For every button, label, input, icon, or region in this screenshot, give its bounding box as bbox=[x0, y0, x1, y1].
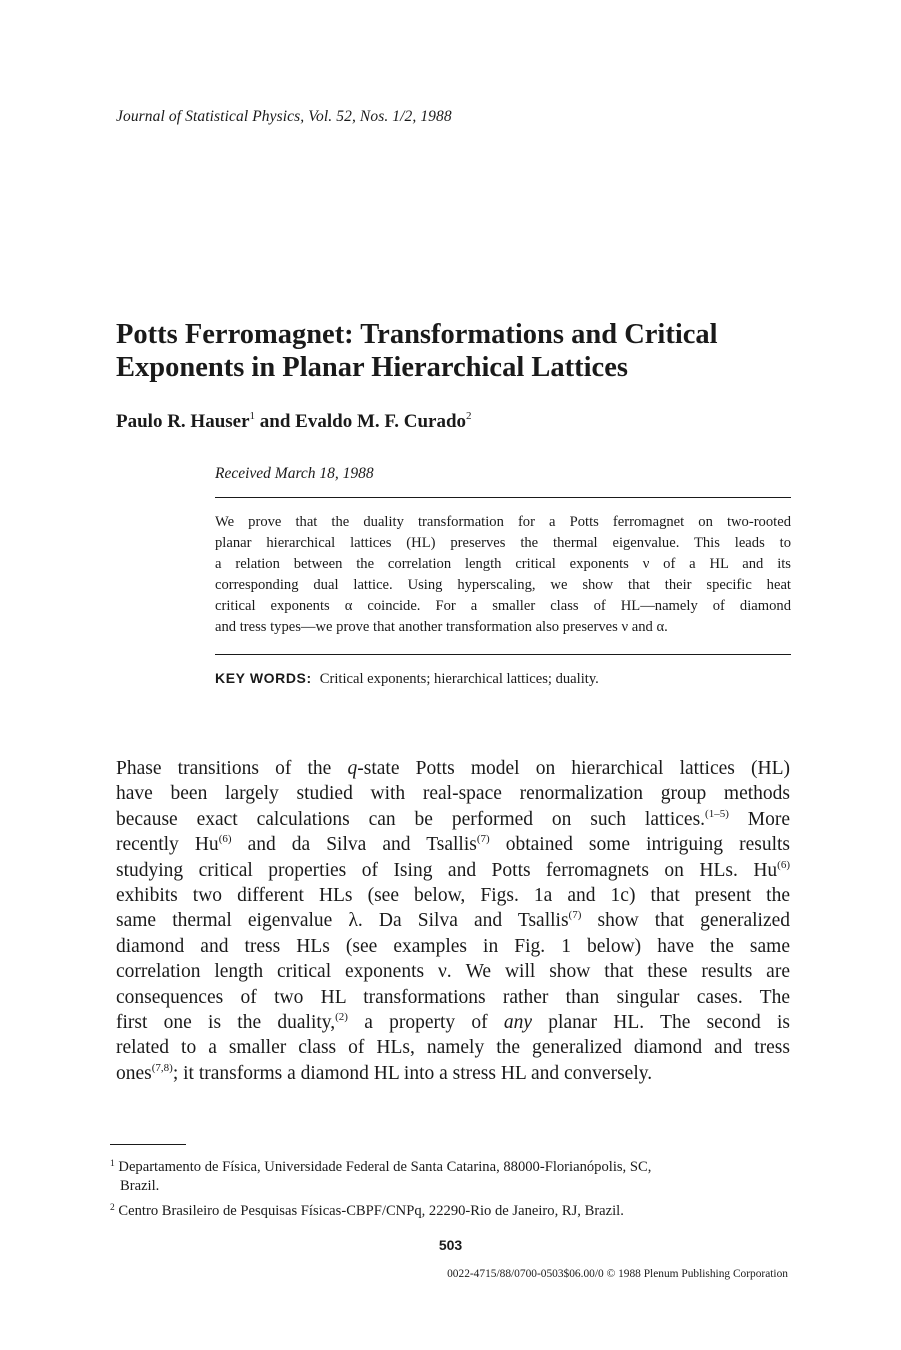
affiliation-mark: 1 bbox=[249, 410, 256, 422]
citation-ref: (7,8) bbox=[151, 1061, 173, 1074]
body-line: ones$^{(7,8)}$; it transforms a diamond HL into a stress HL and conversely. bbox=[116, 1061, 653, 1084]
body-line: diamond and tress HLs (see examples in Fig. 1 below) have the same bbox=[116, 935, 790, 957]
body-line: recently Hu$^{(6)}$ and da Silva and Tsallis$^{(7)}$ obtained some intriguing results bbox=[116, 833, 790, 856]
key-words bbox=[215, 670, 599, 688]
page-number: 503 bbox=[438, 1237, 463, 1253]
footnote-affiliation-1: $^1$ Departamento de Física, Universidade Federal de Santa Catarina, 88000-Florianópolis, SC, Brazil. bbox=[110, 1159, 652, 1194]
body-line: related to a smaller class of HLs, namely the generalized diamond and tress bbox=[116, 1037, 790, 1059]
title-line: Exponents in Planar Hierarchical Lattices bbox=[116, 352, 628, 383]
author-conjunction: and bbox=[255, 411, 296, 432]
body-line: exhibits two different HLs (see below, Figs. 1a and 1c) that present the bbox=[116, 885, 790, 907]
body-line: correlation length critical exponents ν. We will show that these results are bbox=[116, 961, 790, 983]
author-list bbox=[116, 411, 472, 433]
footnote-mark: 2 bbox=[110, 1203, 115, 1213]
footnote-rule bbox=[110, 1144, 186, 1145]
citation-ref: (1–5) bbox=[705, 807, 729, 820]
abstract-line: We prove that the duality transformation for a Potts ferromagnet on two-rooted bbox=[215, 514, 791, 530]
abstract-bottom-rule bbox=[215, 654, 791, 655]
abstract-line: corresponding dual lattice. Using hyperscaling, we show that their specific heat bbox=[215, 577, 791, 593]
affiliation-mark: 2 bbox=[466, 410, 472, 422]
abstract-line: planar hierarchical lattices (HL) preserves the thermal eigenvalue. This leads to bbox=[215, 535, 791, 551]
citation-ref: (6) bbox=[218, 833, 232, 846]
footnote-affiliation-2: $^2$ Centro Brasileiro de Pesquisas Físicas-CBPF/CNPq, 22290-Rio de Janeiro, RJ, Brazil. bbox=[110, 1203, 624, 1219]
citation-ref: (2) bbox=[335, 1011, 348, 1024]
body-line: studying critical properties of Ising and Potts ferromagnets on HLs. Hu$^{(6)}$ bbox=[116, 858, 790, 881]
abstract bbox=[215, 512, 791, 638]
journal-citation: Journal of Statistical Physics, Vol. 52, Nos. 1/2, 1988 bbox=[116, 108, 452, 125]
abstract-top-rule bbox=[215, 497, 791, 498]
citation-ref: (6) bbox=[777, 858, 790, 871]
body-line: same thermal eigenvalue λ. Da Silva and Tsallis$^{(7)}$ show that generalized bbox=[116, 909, 791, 932]
abstract-line: critical exponents α coincide. For a smaller class of HL—namely of diamond bbox=[215, 598, 791, 614]
key-words-text: Critical exponents; hierarchical lattices; duality. bbox=[319, 671, 599, 687]
body-line: Phase transitions of the q-state Potts model on hierarchical lattices (HL) bbox=[116, 758, 790, 779]
citation-ref: (7) bbox=[568, 909, 582, 922]
abstract-line: a relation between the correlation length critical exponents ν of a HL and its bbox=[215, 556, 791, 572]
title-line: Potts Ferromagnet: Transformations and Critical bbox=[116, 319, 718, 350]
footnote-mark: 1 bbox=[110, 1159, 115, 1169]
author-name: Paulo R. Hauser bbox=[116, 411, 250, 432]
key-words-label: KEY WORDS: bbox=[215, 670, 312, 686]
body-paragraph bbox=[116, 756, 790, 1086]
citation-ref: (7) bbox=[476, 833, 490, 846]
body-line: consequences of two HL transformations rather than singular cases. The bbox=[116, 986, 790, 1008]
abstract-line: and tress types—we prove that another transformation also preserves ν and α. bbox=[215, 619, 668, 635]
emphasis: any bbox=[503, 1012, 533, 1034]
copyright-line: 0022-4715/88/0700-0503$06.00/0 © 1988 Plenum Publishing Corporation bbox=[447, 1268, 788, 1280]
body-line: because exact calculations can be performed on such lattices.$^{(1-5)}$ More bbox=[116, 807, 790, 830]
author-name: Evaldo M. F. Curado bbox=[295, 411, 467, 432]
body-line: have been largely studied with real-space renormalization group methods bbox=[116, 783, 790, 805]
body-line: first one is the duality,$^{(2)}$ a property of any planar HL. The second is bbox=[116, 1011, 790, 1034]
paper-title bbox=[116, 318, 816, 384]
received-date: Received March 18, 1988 bbox=[215, 465, 374, 482]
